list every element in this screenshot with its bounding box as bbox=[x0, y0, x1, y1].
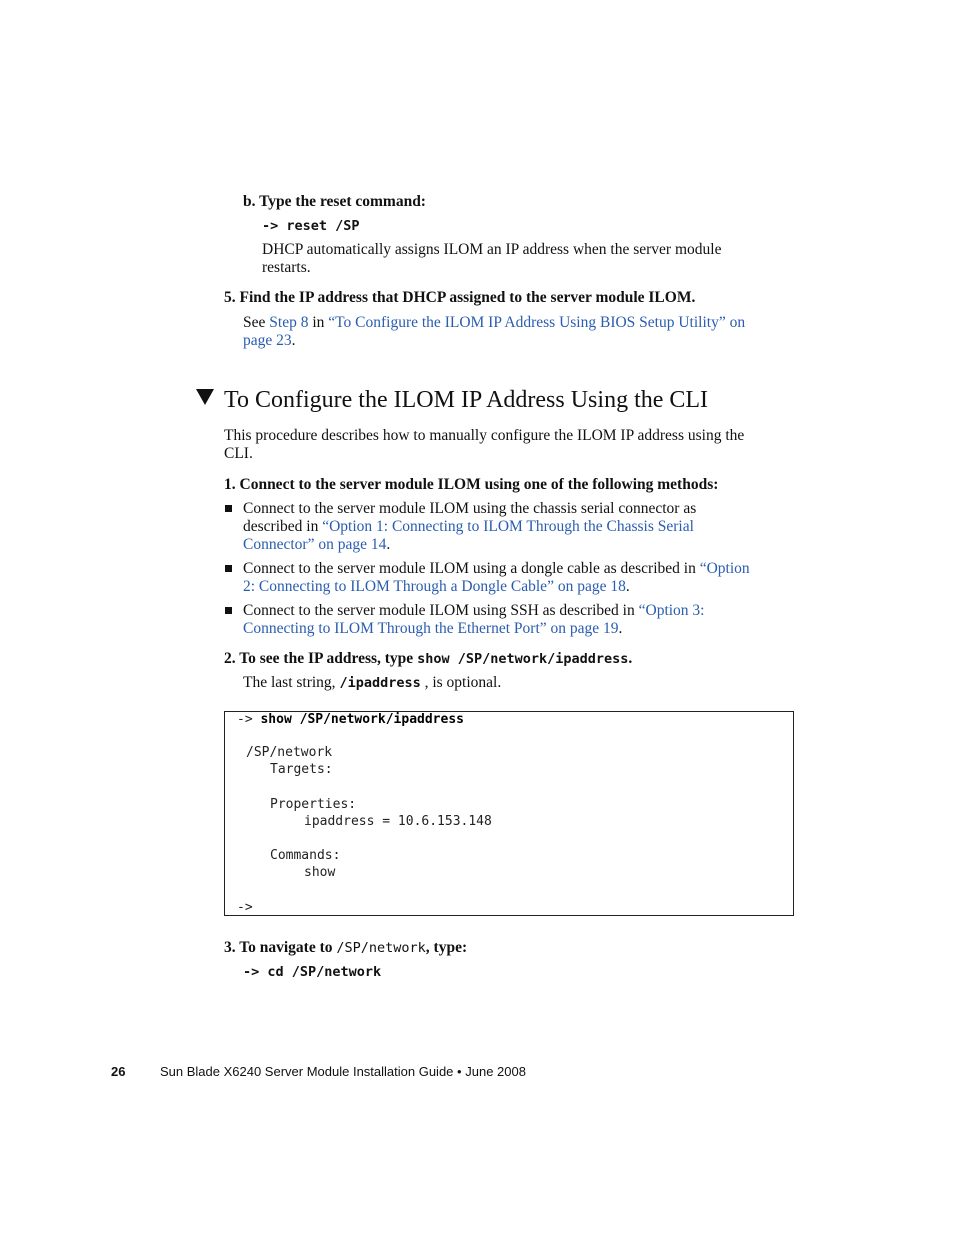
code-command: show /SP/network/ipaddress bbox=[260, 712, 464, 727]
bullet-square-icon bbox=[225, 505, 232, 512]
step-b-desc-line2: restarts. bbox=[262, 259, 311, 276]
see-text: See bbox=[243, 314, 266, 331]
bullet-2-line1 bbox=[243, 560, 750, 578]
step-3-suffix: , type: bbox=[425, 939, 468, 956]
note-text: The last string, bbox=[243, 674, 336, 691]
option-2-page-link[interactable]: 2: Connecting to ILOM Through a Dongle Cable” on page 18 bbox=[243, 578, 626, 595]
in-text: in bbox=[312, 314, 325, 331]
note-suffix: , is optional. bbox=[424, 674, 502, 691]
bullet-1-line2 bbox=[243, 518, 694, 536]
code-ipaddress: ipaddress = 10.6.153.148 bbox=[304, 814, 492, 829]
code-properties: Properties: bbox=[270, 797, 357, 812]
described-in-text: described in bbox=[243, 518, 319, 535]
show-command-inline: show /SP/network/ipaddress bbox=[417, 651, 629, 667]
bullet-square-icon bbox=[225, 607, 232, 614]
section-title: To Configure the ILOM IP Address Using the CLI bbox=[224, 387, 709, 413]
option-1-link[interactable]: “Option 1: Connecting to ILOM Through the Chassis Serial bbox=[322, 518, 694, 535]
step-2-label bbox=[224, 650, 632, 668]
sp-network-code: /SP/network bbox=[336, 940, 426, 956]
period: . bbox=[386, 536, 391, 553]
period: . bbox=[618, 620, 623, 637]
bullet-square-icon bbox=[225, 565, 232, 572]
section-heading bbox=[196, 385, 708, 415]
doc-title: Sun Blade X6240 Server Module Installation Guide bbox=[160, 1064, 454, 1079]
code-path: /SP/network bbox=[246, 745, 333, 760]
period: . bbox=[291, 332, 296, 349]
step-5-label: 5. Find the IP address that DHCP assigned to the server module ILOM. bbox=[224, 289, 696, 306]
reset-command: -> reset /SP bbox=[262, 218, 360, 234]
ipaddress-code: /ipaddress bbox=[339, 675, 421, 691]
code-command-line bbox=[237, 712, 464, 728]
period: . bbox=[625, 578, 630, 595]
option-2-link[interactable]: “Option bbox=[699, 560, 750, 577]
bullet-2-line2 bbox=[243, 578, 630, 596]
bullet-3-line2 bbox=[243, 620, 622, 638]
option-3-page-link[interactable]: Connecting to ILOM Through the Ethernet Port” on page 19 bbox=[243, 620, 619, 637]
code-show: show bbox=[304, 865, 336, 880]
step-5-see-line2 bbox=[243, 332, 296, 350]
bullet-3-line1 bbox=[243, 602, 705, 620]
intro-line2: CLI. bbox=[224, 445, 253, 462]
step-5-see-line bbox=[243, 314, 745, 332]
code-block bbox=[224, 711, 794, 916]
page-number: 26 bbox=[111, 1064, 126, 1079]
footer-text bbox=[160, 1064, 526, 1079]
doc-date: June 2008 bbox=[465, 1064, 526, 1079]
bullet-1-line3 bbox=[243, 536, 390, 554]
bios-setup-link[interactable]: “To Configure the ILOM IP Address Using BIOS Setup Utility” on bbox=[328, 314, 746, 331]
step-2-note bbox=[243, 674, 501, 692]
code-targets: Targets: bbox=[270, 762, 333, 777]
option-1-page-link[interactable]: Connector” on page 14 bbox=[243, 536, 387, 553]
bullet-1-line1: Connect to the server module ILOM using the chassis serial connector as bbox=[243, 500, 697, 517]
bullet-3-text: Connect to the server module ILOM using SSH as described in bbox=[243, 602, 635, 619]
step-1-label: 1. Connect to the server module ILOM using one of the following methods: bbox=[224, 476, 719, 493]
code-final-prompt: -> bbox=[237, 900, 253, 915]
page-23-link[interactable]: page 23 bbox=[243, 332, 292, 349]
cd-command: -> cd /SP/network bbox=[243, 964, 382, 980]
intro-line1: This procedure describes how to manually configure the ILOM IP address using the bbox=[224, 427, 745, 444]
step-3-label bbox=[224, 939, 467, 957]
step-b-label: b. Type the reset command: bbox=[243, 193, 426, 210]
bullet-2-text: Connect to the server module ILOM using a dongle cable as described in bbox=[243, 560, 696, 577]
step-2-text: 2. To see the IP address, type bbox=[224, 650, 414, 667]
prompt: -> bbox=[237, 712, 253, 727]
step-b-desc-line1: DHCP automatically assigns ILOM an IP address when the server module bbox=[262, 241, 722, 258]
code-commands: Commands: bbox=[270, 848, 341, 863]
option-3-link[interactable]: “Option 3: bbox=[638, 602, 705, 619]
step-8-link[interactable]: Step 8 bbox=[269, 314, 309, 331]
period: . bbox=[628, 650, 633, 667]
triangle-down-icon bbox=[196, 389, 214, 405]
step-3-text: 3. To navigate to bbox=[224, 939, 333, 956]
footer-separator: • bbox=[457, 1064, 462, 1079]
